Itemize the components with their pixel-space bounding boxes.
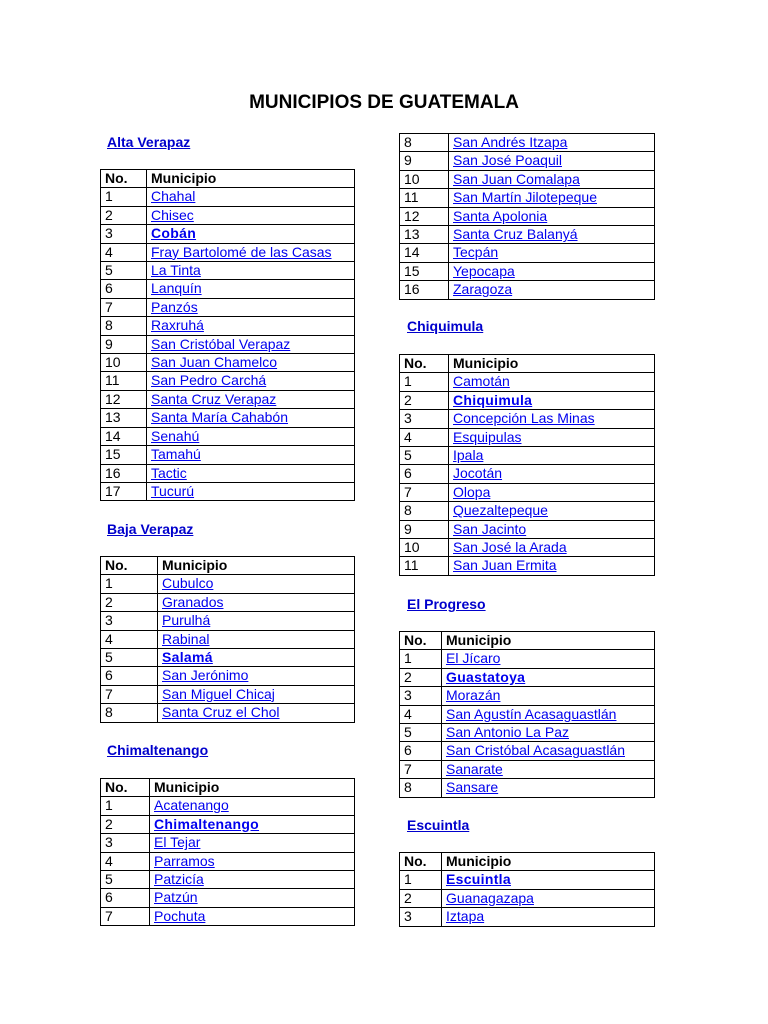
municipio-cell bbox=[150, 907, 355, 925]
municipio-cell bbox=[449, 281, 655, 299]
row-number: 2 bbox=[101, 815, 150, 833]
municipio-link[interactable]: Chisec bbox=[151, 206, 194, 223]
table-row bbox=[101, 852, 355, 870]
municipio-cell bbox=[449, 410, 655, 428]
municipio-cell bbox=[147, 335, 355, 353]
municipio-cell bbox=[147, 464, 355, 482]
municipio-cell bbox=[147, 409, 355, 427]
municipio-link[interactable]: Tactic bbox=[151, 464, 187, 481]
municipios-table-baja-verapaz bbox=[100, 556, 355, 723]
table-row bbox=[400, 779, 655, 797]
row-number: 6 bbox=[101, 667, 158, 685]
row-number: 8 bbox=[400, 502, 449, 520]
column-header-municipio: Municipio bbox=[147, 170, 355, 188]
table-row bbox=[400, 889, 655, 907]
row-number: 8 bbox=[400, 779, 442, 797]
table-row bbox=[400, 650, 655, 668]
municipio-cell bbox=[449, 502, 655, 520]
municipio-cell bbox=[158, 575, 355, 593]
row-number: 2 bbox=[101, 206, 147, 224]
row-number: 3 bbox=[101, 612, 158, 630]
municipio-link[interactable]: Guanagazapa bbox=[446, 889, 534, 906]
municipio-link[interactable]: Concepción Las Minas bbox=[453, 410, 595, 427]
municipio-cell bbox=[442, 687, 655, 705]
municipio-link[interactable]: Tamahú bbox=[151, 446, 201, 463]
municipio-cell bbox=[147, 298, 355, 316]
row-number: 1 bbox=[400, 650, 442, 668]
column-header-municipio: Municipio bbox=[442, 632, 655, 650]
municipio-cell bbox=[158, 612, 355, 630]
municipio-link[interactable]: Chahal bbox=[151, 188, 196, 205]
municipio-cell bbox=[449, 391, 655, 409]
municipio-cell bbox=[449, 483, 655, 501]
table-row bbox=[101, 907, 355, 925]
row-number: 5 bbox=[400, 447, 449, 465]
municipio-cell bbox=[147, 280, 355, 298]
municipios-table-chimaltenango bbox=[100, 778, 355, 926]
municipio-cell bbox=[449, 226, 655, 244]
table-row bbox=[400, 871, 655, 889]
row-number: 4 bbox=[101, 630, 158, 648]
municipio-cell bbox=[150, 871, 355, 889]
table-row bbox=[400, 391, 655, 409]
municipio-cell bbox=[442, 779, 655, 797]
row-number: 1 bbox=[400, 373, 449, 391]
row-number: 13 bbox=[400, 226, 449, 244]
table-row bbox=[400, 557, 655, 575]
municipio-link[interactable]: San Martín Jilotepeque bbox=[453, 189, 597, 206]
cabecera-municipio-link[interactable]: Salamá bbox=[162, 649, 213, 666]
municipio-link[interactable]: Sansare bbox=[446, 779, 499, 796]
table-row bbox=[101, 243, 355, 261]
municipio-link[interactable]: Senahú bbox=[151, 427, 200, 444]
table-row bbox=[101, 427, 355, 445]
municipios-table-escuintla bbox=[399, 852, 655, 927]
row-number: 1 bbox=[101, 575, 158, 593]
table-row bbox=[400, 502, 655, 520]
row-number: 5 bbox=[101, 649, 158, 667]
table-row bbox=[101, 815, 355, 833]
municipio-cell bbox=[449, 134, 655, 152]
table-row bbox=[101, 354, 355, 372]
municipio-cell bbox=[158, 667, 355, 685]
municipio-cell bbox=[147, 188, 355, 206]
municipio-link[interactable]: San José Poaquil bbox=[453, 152, 562, 169]
row-number: 5 bbox=[400, 724, 442, 742]
table-row bbox=[101, 372, 355, 390]
table-row bbox=[101, 630, 355, 648]
municipio-link[interactable]: Cubulco bbox=[162, 575, 214, 592]
row-number: 1 bbox=[101, 797, 150, 815]
municipio-link[interactable]: Zaragoza bbox=[453, 281, 513, 298]
row-number: 13 bbox=[101, 409, 147, 427]
section-heading-baja-verapaz[interactable]: Baja Verapaz bbox=[107, 521, 194, 537]
cabecera-municipio-link[interactable]: Chimaltenango bbox=[154, 815, 260, 832]
row-number: 4 bbox=[400, 428, 449, 446]
column-header-municipio: Municipio bbox=[150, 779, 355, 797]
row-number: 7 bbox=[400, 760, 442, 778]
column-header-municipio: Municipio bbox=[442, 853, 655, 871]
table-row bbox=[101, 667, 355, 685]
table-header-row bbox=[400, 355, 655, 373]
row-number: 3 bbox=[400, 410, 449, 428]
municipio-link[interactable]: El Tejar bbox=[154, 834, 201, 851]
municipio-cell bbox=[449, 447, 655, 465]
municipios-table-chiquimula bbox=[399, 354, 655, 576]
row-number: 16 bbox=[400, 281, 449, 299]
municipio-link[interactable]: Rabinal bbox=[162, 630, 210, 647]
column-header-no: No. bbox=[101, 557, 158, 575]
row-number: 8 bbox=[400, 134, 449, 152]
row-number: 7 bbox=[101, 685, 158, 703]
row-number: 4 bbox=[400, 705, 442, 723]
municipio-cell bbox=[147, 427, 355, 445]
municipio-link[interactable]: Granados bbox=[162, 593, 224, 610]
municipio-cell bbox=[449, 189, 655, 207]
row-number: 5 bbox=[101, 871, 150, 889]
municipio-link[interactable]: Santa Apolonia bbox=[453, 207, 548, 224]
table-row bbox=[400, 152, 655, 170]
municipio-link[interactable]: San Agustín Acasaguastlán bbox=[446, 705, 617, 722]
municipio-cell bbox=[147, 262, 355, 280]
column-header-no: No. bbox=[400, 632, 442, 650]
municipio-cell bbox=[449, 262, 655, 280]
row-number: 15 bbox=[101, 446, 147, 464]
municipio-link[interactable]: Santa María Cahabón bbox=[151, 409, 288, 426]
row-number: 14 bbox=[101, 427, 147, 445]
table-row bbox=[101, 317, 355, 335]
row-number: 6 bbox=[400, 742, 442, 760]
table-row bbox=[101, 280, 355, 298]
table-row bbox=[400, 244, 655, 262]
column-header-no: No. bbox=[400, 355, 449, 373]
municipio-link[interactable]: San Juan Comalapa bbox=[453, 170, 580, 187]
municipio-cell bbox=[449, 520, 655, 538]
page-title: MUNICIPIOS DE GUATEMALA bbox=[249, 92, 519, 113]
row-number: 11 bbox=[400, 189, 449, 207]
municipio-link[interactable]: Sanarate bbox=[446, 760, 503, 777]
municipio-cell bbox=[449, 170, 655, 188]
table-row bbox=[101, 704, 355, 722]
municipio-link[interactable]: Pochuta bbox=[154, 907, 206, 924]
column-header-municipio: Municipio bbox=[158, 557, 355, 575]
table-header-row bbox=[400, 853, 655, 871]
row-number: 4 bbox=[101, 852, 150, 870]
municipio-cell bbox=[442, 650, 655, 668]
municipio-link[interactable]: San Jacinto bbox=[453, 520, 527, 537]
table-header-row bbox=[400, 632, 655, 650]
table-header-row bbox=[101, 557, 355, 575]
table-row bbox=[101, 225, 355, 243]
municipio-link[interactable]: Raxruhá bbox=[151, 317, 204, 334]
municipios-table-chimaltenango-continued bbox=[399, 133, 655, 300]
row-number: 3 bbox=[400, 908, 442, 926]
table-row bbox=[101, 797, 355, 815]
row-number: 10 bbox=[400, 539, 449, 557]
row-number: 3 bbox=[101, 834, 150, 852]
table-row bbox=[400, 189, 655, 207]
table-row bbox=[400, 668, 655, 686]
table-row bbox=[101, 649, 355, 667]
municipio-cell bbox=[158, 704, 355, 722]
row-number: 16 bbox=[101, 464, 147, 482]
municipio-link[interactable]: San Juan Chamelco bbox=[151, 354, 278, 371]
table-row bbox=[400, 447, 655, 465]
row-number: 9 bbox=[101, 335, 147, 353]
row-number: 1 bbox=[101, 188, 147, 206]
row-number: 7 bbox=[101, 298, 147, 316]
municipio-cell bbox=[442, 871, 655, 889]
municipios-table-alta-verapaz bbox=[100, 169, 355, 501]
municipio-link[interactable]: Morazán bbox=[446, 687, 501, 704]
municipio-cell bbox=[158, 593, 355, 611]
table-row bbox=[400, 134, 655, 152]
table-row bbox=[101, 575, 355, 593]
municipio-cell bbox=[442, 760, 655, 778]
municipio-cell bbox=[442, 742, 655, 760]
row-number: 7 bbox=[400, 483, 449, 501]
section-heading-el-progreso[interactable]: El Progreso bbox=[407, 596, 486, 612]
municipio-cell bbox=[449, 539, 655, 557]
column-header-municipio: Municipio bbox=[449, 355, 655, 373]
municipio-cell bbox=[449, 428, 655, 446]
municipio-link[interactable]: Parramos bbox=[154, 852, 215, 869]
municipio-cell bbox=[449, 152, 655, 170]
row-number: 4 bbox=[101, 243, 147, 261]
municipio-cell bbox=[449, 465, 655, 483]
row-number: 9 bbox=[400, 152, 449, 170]
row-number: 1 bbox=[400, 871, 442, 889]
municipio-link[interactable]: Patzicía bbox=[154, 871, 204, 888]
column-header-no: No. bbox=[101, 779, 150, 797]
municipio-link[interactable]: San Pedro Carchá bbox=[151, 372, 267, 389]
municipio-link[interactable]: Acatenango bbox=[154, 797, 229, 814]
municipio-link[interactable]: Santa Cruz Balanyá bbox=[453, 226, 578, 243]
municipio-link[interactable]: San Cristóbal Acasaguastlán bbox=[446, 742, 625, 759]
municipio-cell bbox=[449, 557, 655, 575]
table-row bbox=[400, 207, 655, 225]
row-number: 8 bbox=[101, 317, 147, 335]
municipio-link[interactable]: Tecpán bbox=[453, 244, 499, 261]
municipios-table-el-progreso bbox=[399, 631, 655, 798]
municipio-cell bbox=[158, 649, 355, 667]
row-number: 10 bbox=[400, 170, 449, 188]
row-number: 11 bbox=[101, 372, 147, 390]
row-number: 5 bbox=[101, 262, 147, 280]
table-row bbox=[101, 446, 355, 464]
table-row bbox=[400, 483, 655, 501]
municipio-cell bbox=[147, 372, 355, 390]
table-row bbox=[400, 226, 655, 244]
row-number: 8 bbox=[101, 704, 158, 722]
table-header-row bbox=[101, 170, 355, 188]
municipio-link[interactable]: San Cristóbal Verapaz bbox=[151, 335, 291, 352]
municipio-cell bbox=[442, 668, 655, 686]
municipio-cell bbox=[147, 390, 355, 408]
municipio-link[interactable]: El Jícaro bbox=[446, 650, 501, 667]
table-row bbox=[400, 539, 655, 557]
municipio-link[interactable]: Santa Cruz el Chol bbox=[162, 704, 280, 721]
table-row bbox=[101, 464, 355, 482]
row-number: 6 bbox=[400, 465, 449, 483]
table-row bbox=[101, 593, 355, 611]
municipio-cell bbox=[147, 243, 355, 261]
row-number: 12 bbox=[400, 207, 449, 225]
column-header-no: No. bbox=[101, 170, 147, 188]
table-row bbox=[400, 520, 655, 538]
row-number: 10 bbox=[101, 354, 147, 372]
row-number: 3 bbox=[101, 225, 147, 243]
municipio-link[interactable]: La Tinta bbox=[151, 262, 201, 279]
municipio-link[interactable]: Jocotán bbox=[453, 465, 503, 482]
section-heading-alta-verapaz[interactable]: Alta Verapaz bbox=[107, 134, 191, 150]
municipio-cell bbox=[150, 815, 355, 833]
row-number: 7 bbox=[101, 907, 150, 925]
table-row bbox=[400, 410, 655, 428]
municipio-link[interactable]: Olopa bbox=[453, 483, 491, 500]
municipio-cell bbox=[442, 724, 655, 742]
table-row bbox=[400, 373, 655, 391]
table-row bbox=[400, 742, 655, 760]
table-row bbox=[101, 262, 355, 280]
table-row bbox=[101, 871, 355, 889]
municipio-cell bbox=[442, 908, 655, 926]
municipio-link[interactable]: Patzún bbox=[154, 889, 198, 906]
table-row bbox=[101, 188, 355, 206]
row-number: 9 bbox=[400, 520, 449, 538]
municipio-cell bbox=[158, 685, 355, 703]
table-row bbox=[101, 612, 355, 630]
municipio-cell bbox=[150, 852, 355, 870]
row-number: 2 bbox=[101, 593, 158, 611]
table-row bbox=[101, 834, 355, 852]
cabecera-municipio-link[interactable]: Escuintla bbox=[446, 871, 511, 888]
municipio-link[interactable]: San Andrés Itzapa bbox=[453, 134, 568, 150]
column-header-no: No. bbox=[400, 853, 442, 871]
cabecera-municipio-link[interactable]: Chiquimula bbox=[453, 391, 533, 408]
municipio-link[interactable]: Tucurú bbox=[151, 482, 195, 499]
municipio-link[interactable]: Esquipulas bbox=[453, 428, 522, 445]
municipio-link[interactable]: Purulhá bbox=[162, 612, 211, 629]
row-number: 17 bbox=[101, 482, 147, 500]
municipio-link[interactable]: San Juan Ermita bbox=[453, 557, 557, 574]
table-row bbox=[400, 170, 655, 188]
row-number: 15 bbox=[400, 262, 449, 280]
municipio-link[interactable]: Panzós bbox=[151, 298, 198, 315]
row-number: 14 bbox=[400, 244, 449, 262]
section-heading-chimaltenango[interactable]: Chimaltenango bbox=[107, 742, 209, 758]
municipio-cell bbox=[147, 446, 355, 464]
municipio-cell bbox=[442, 889, 655, 907]
table-row bbox=[400, 705, 655, 723]
table-row bbox=[400, 724, 655, 742]
row-number: 3 bbox=[400, 687, 442, 705]
municipio-cell bbox=[147, 225, 355, 243]
table-row bbox=[400, 465, 655, 483]
municipio-cell bbox=[449, 373, 655, 391]
municipio-cell bbox=[147, 317, 355, 335]
municipio-link[interactable]: San Jerónimo bbox=[162, 667, 249, 684]
municipio-link[interactable]: Ipala bbox=[453, 447, 484, 464]
table-row bbox=[101, 685, 355, 703]
table-row bbox=[101, 206, 355, 224]
municipio-cell bbox=[449, 207, 655, 225]
table-row bbox=[101, 335, 355, 353]
table-row bbox=[400, 687, 655, 705]
table-row bbox=[101, 298, 355, 316]
table-row bbox=[101, 390, 355, 408]
row-number: 11 bbox=[400, 557, 449, 575]
municipio-cell bbox=[150, 797, 355, 815]
table-row bbox=[400, 281, 655, 299]
municipio-cell bbox=[147, 482, 355, 500]
table-row bbox=[101, 482, 355, 500]
municipio-link[interactable]: San José la Arada bbox=[453, 539, 567, 556]
table-row bbox=[101, 889, 355, 907]
municipio-cell bbox=[442, 705, 655, 723]
municipio-link[interactable]: Iztapa bbox=[446, 908, 485, 925]
row-number: 6 bbox=[101, 889, 150, 907]
municipio-link[interactable]: Yepocapa bbox=[453, 262, 515, 279]
table-header-row bbox=[101, 779, 355, 797]
section-heading-escuintla[interactable]: Escuintla bbox=[407, 817, 470, 833]
municipio-cell bbox=[147, 206, 355, 224]
municipio-cell bbox=[449, 244, 655, 262]
table-row bbox=[400, 428, 655, 446]
row-number: 2 bbox=[400, 668, 442, 686]
municipio-cell bbox=[158, 630, 355, 648]
table-row bbox=[400, 908, 655, 926]
municipio-link[interactable]: Camotán bbox=[453, 373, 510, 390]
row-number: 2 bbox=[400, 391, 449, 409]
row-number: 12 bbox=[101, 390, 147, 408]
municipio-link[interactable]: Santa Cruz Verapaz bbox=[151, 390, 277, 407]
table-row bbox=[400, 262, 655, 280]
municipio-link[interactable]: Quezaltepeque bbox=[453, 502, 548, 519]
municipio-link[interactable]: San Miguel Chicaj bbox=[162, 685, 275, 702]
row-number: 2 bbox=[400, 889, 442, 907]
municipio-link[interactable]: Lanquín bbox=[151, 280, 202, 297]
cabecera-municipio-link[interactable]: Guastatoya bbox=[446, 668, 526, 685]
municipio-link[interactable]: Fray Bartolomé de las Casas bbox=[151, 243, 332, 260]
municipio-cell bbox=[150, 889, 355, 907]
municipio-link[interactable]: San Antonio La Paz bbox=[446, 724, 569, 741]
table-row bbox=[101, 409, 355, 427]
municipio-cell bbox=[150, 834, 355, 852]
cabecera-municipio-link[interactable]: Cobán bbox=[151, 225, 197, 242]
table-row bbox=[400, 760, 655, 778]
row-number: 6 bbox=[101, 280, 147, 298]
section-heading-chiquimula[interactable]: Chiquimula bbox=[407, 318, 484, 334]
municipio-cell bbox=[147, 354, 355, 372]
